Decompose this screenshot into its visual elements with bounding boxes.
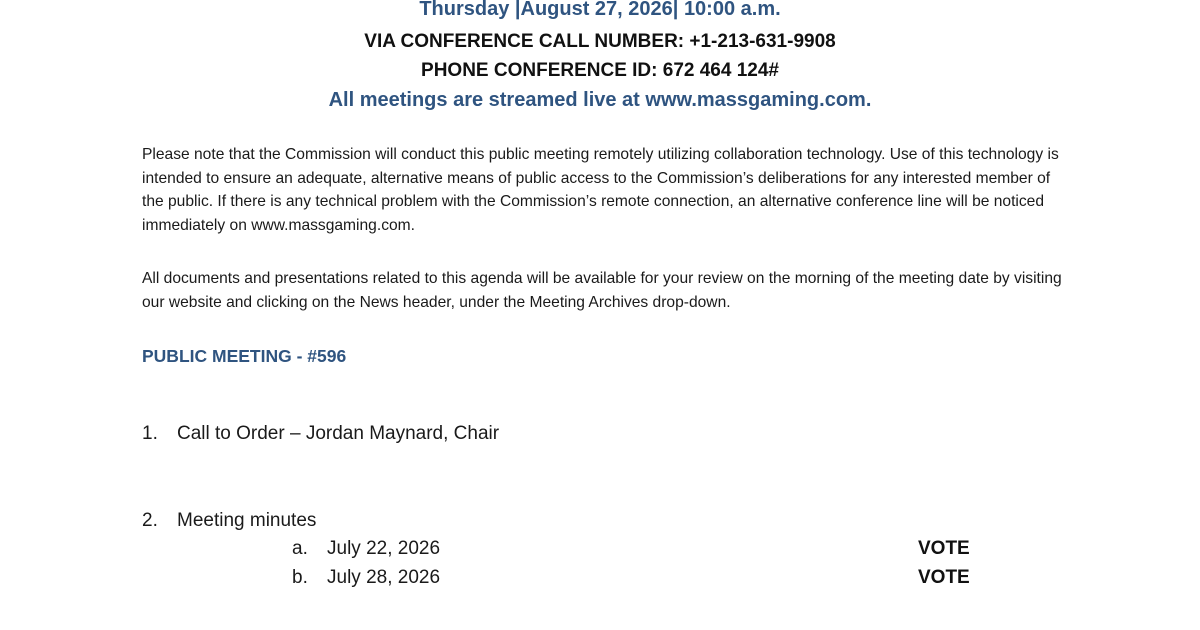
- remote-meeting-notice: Please note that the Commission will conduct this public meeting remotely utilizing collaboration technology. Use of this technology is intended to ensure an adequate, alternative means of public access to the Commission’s deliberations for any interested member of the public. If there is any technical problem with the Commission’s remote connection, an alternative conference line will be noticed immediately on www.massgaming.com.: [142, 146, 1059, 234]
- agenda-item-text: Meeting minutes: [177, 510, 317, 531]
- phone-conference-id: PHONE CONFERENCE ID: 672 464 124#: [421, 60, 779, 81]
- meeting-date-line: Thursday |August 27, 2026| 10:00 a.m.: [419, 0, 781, 20]
- agenda-subitem-text: July 22, 2026: [327, 538, 441, 559]
- vote-label: VOTE: [918, 538, 970, 559]
- vote-label: VOTE: [918, 567, 970, 588]
- stream-notice: All meetings are streamed live at www.massgaming.com.: [328, 89, 872, 111]
- agenda-subitem-text: July 28, 2026: [327, 567, 441, 588]
- agenda-subitem-letter: b.: [292, 567, 308, 588]
- documents-availability-notice: All documents and presentations related to this agenda will be available for your review on the morning of the meeting date by visiting our website and clicking on the News header, under the Meeting Archives drop-down.: [142, 270, 1062, 311]
- agenda-item-text: Call to Order – Jordan Maynard, Chair: [177, 423, 500, 444]
- conference-call-number: VIA CONFERENCE CALL NUMBER: +1-213-631-9908: [364, 31, 836, 52]
- agenda-item-number: 2.: [142, 510, 158, 531]
- agenda-item-number: 1.: [142, 423, 158, 444]
- agenda-subitem-letter: a.: [292, 538, 308, 559]
- public-meeting-heading: PUBLIC MEETING - #596: [142, 346, 347, 366]
